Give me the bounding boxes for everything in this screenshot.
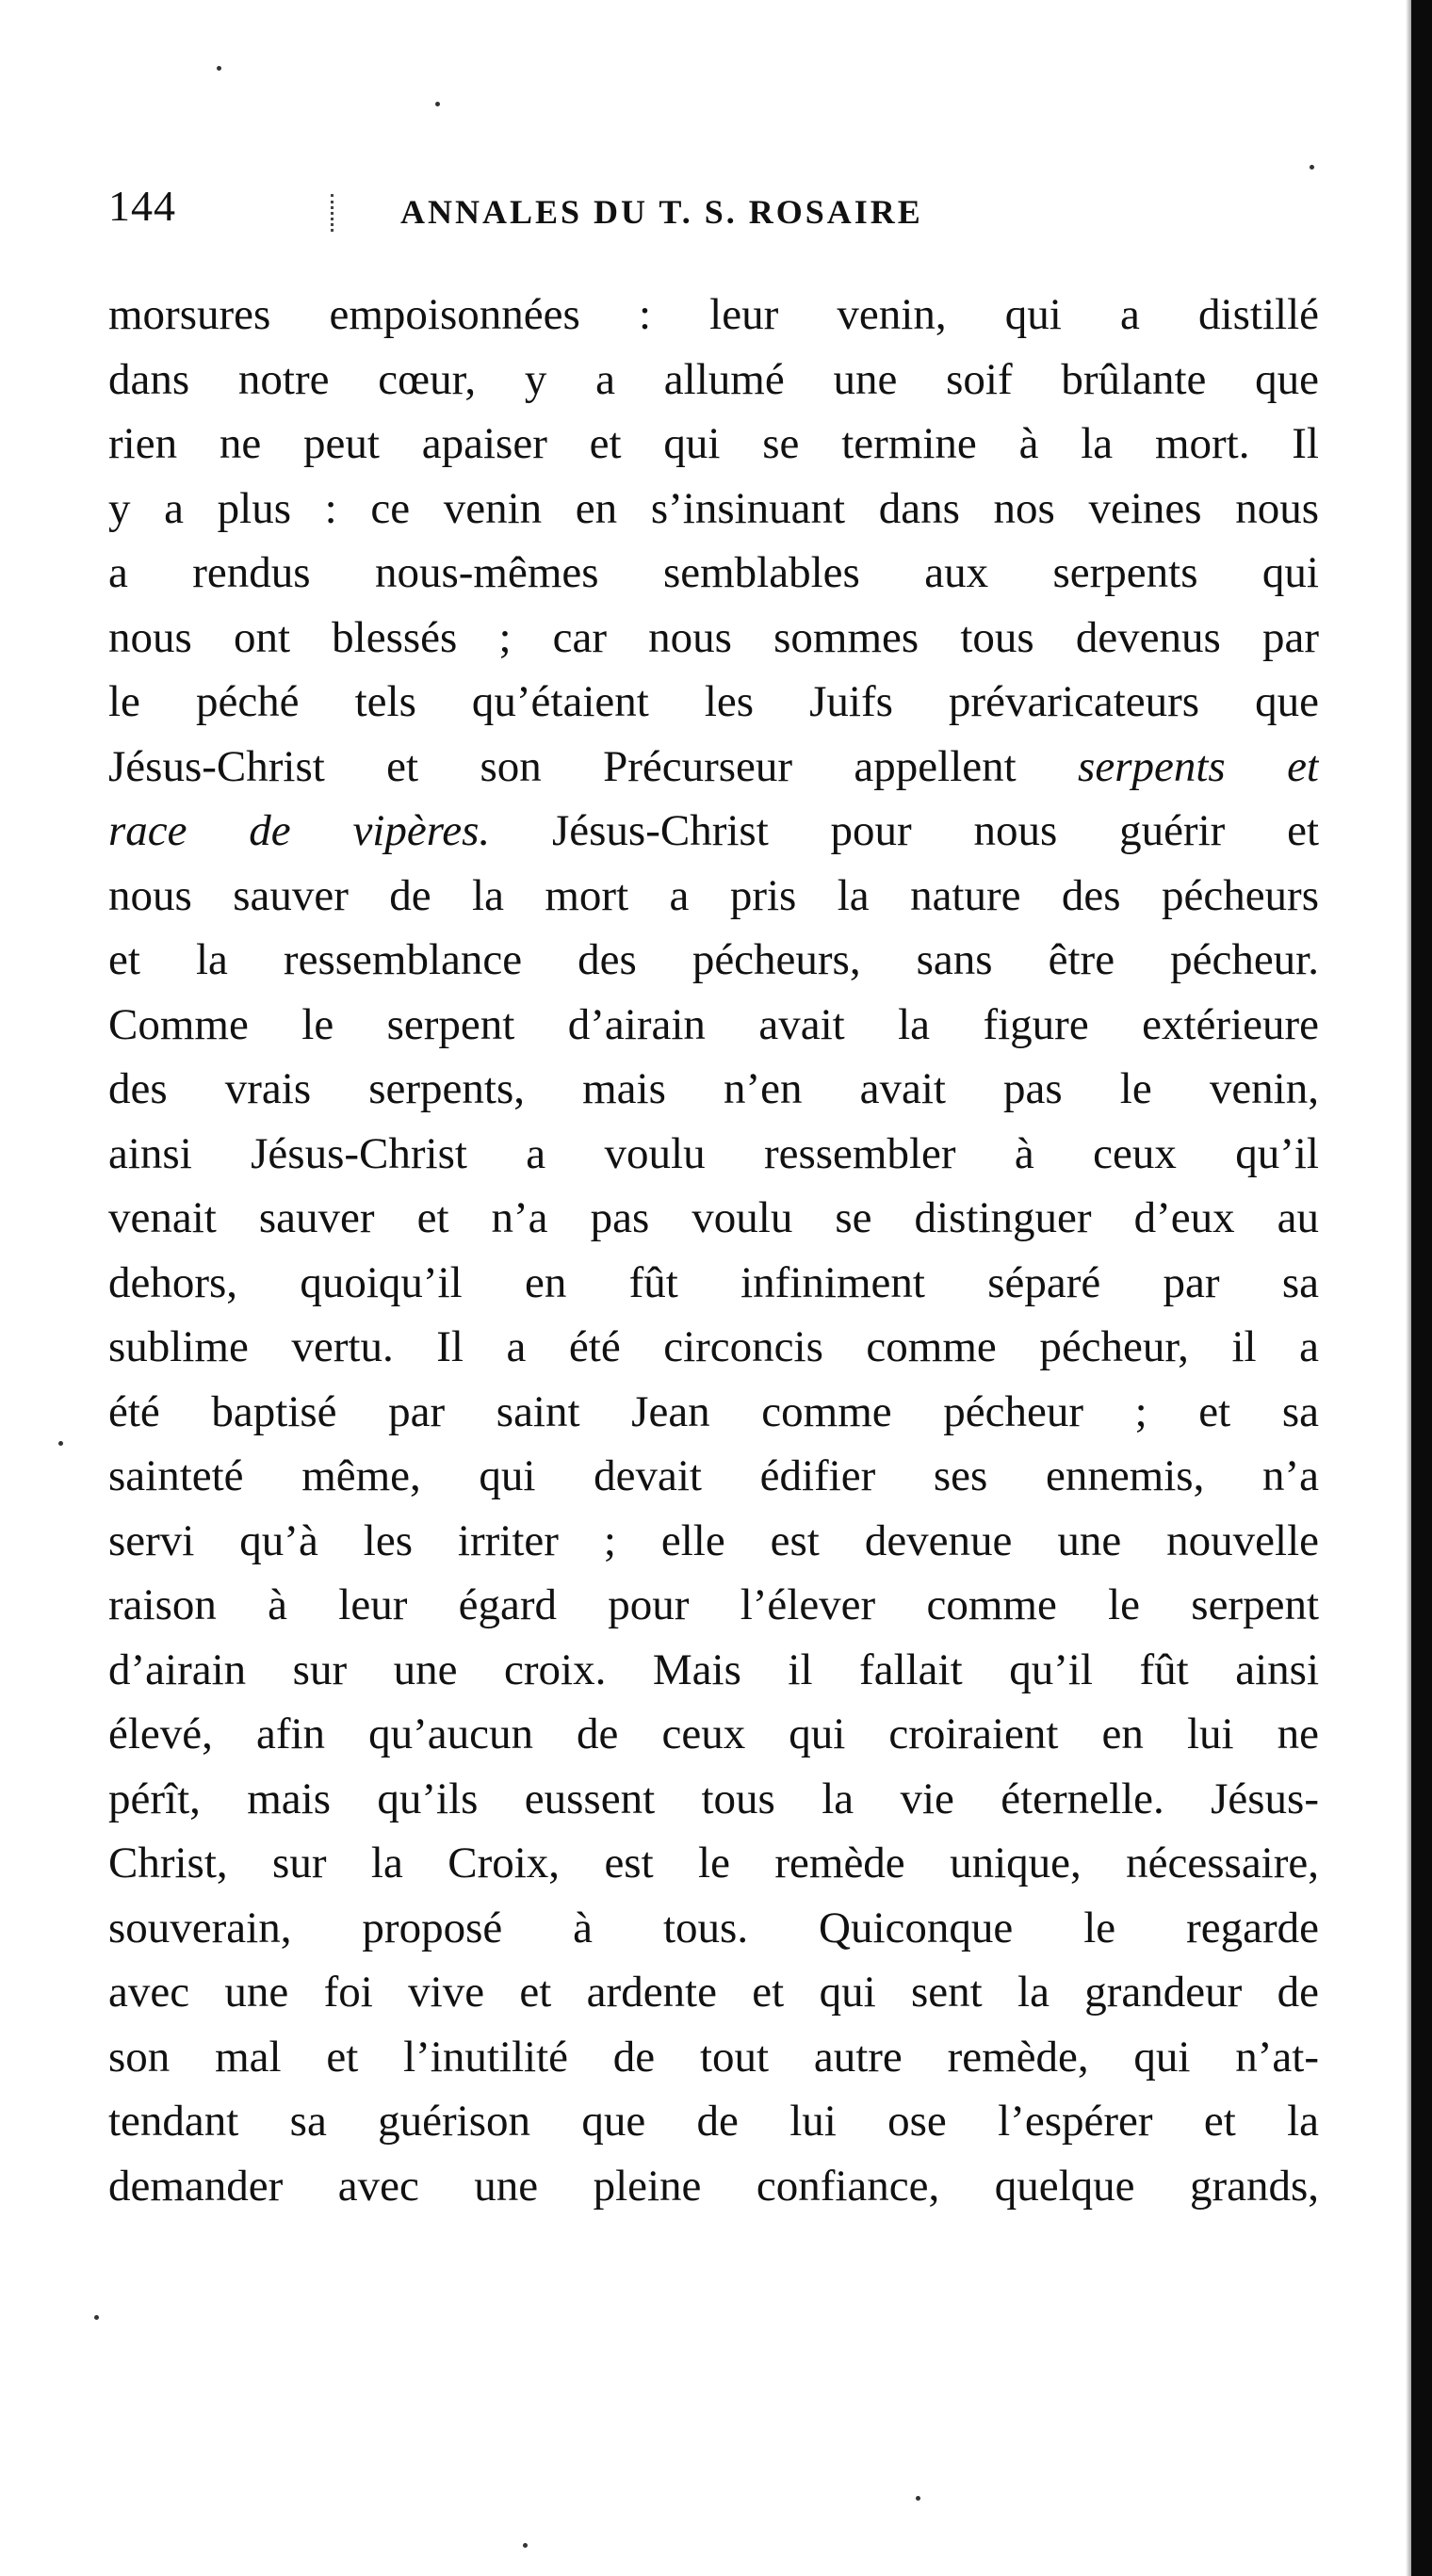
text-line: et la ressemblance des pécheurs, sans être pécheur. [108, 935, 1319, 984]
text-line: avec une foi vive et ardente et qui sent la grandeur de [108, 1968, 1319, 2017]
page-number: 144 [108, 182, 176, 230]
body-text [108, 283, 1319, 2218]
text-line: nous ont blessés ; car nous sommes tous devenus par [108, 612, 1319, 662]
text-line: Comme le serpent d’airain avait la figure extérieure [108, 999, 1319, 1049]
scan-speck [58, 1441, 63, 1446]
scan-speck [435, 102, 440, 106]
text-line: demander avec une pleine confiance, quelque grands, [108, 2161, 1319, 2211]
page-header [108, 181, 1333, 247]
text-line: ainsi Jésus-Christ a voulu ressembler à ceux qu’il [108, 1128, 1319, 1178]
text-line: raison à leur égard pour l’élever comme le serpent [108, 1580, 1319, 1629]
text-line: des vrais serpents, mais n’en avait pas le venin, [108, 1064, 1319, 1113]
text-line: sainteté même, qui devait édifier ses ennemis, n’a [108, 1451, 1319, 1500]
scan-speck [217, 66, 221, 71]
text-line: tendant sa guérison que de lui ose l’espérer et la [108, 2097, 1319, 2146]
scan-speck [94, 2315, 99, 2320]
text-line: rien ne peut apaiser et qui se termine à la mort. Il [108, 419, 1319, 468]
text-line: Jésus-Christ et son Précurseur appellent serpents et [108, 741, 1319, 791]
text-line: élevé, afin qu’aucun de ceux qui croiraient en lui ne [108, 1709, 1319, 1758]
page-edge-border [1411, 0, 1432, 2576]
text-line: morsures empoisonnées : leur venin, qui a distillé [108, 290, 1319, 339]
scan-speck [523, 2543, 528, 2548]
text-line: Christ, sur la Croix, est le remède unique, nécessaire, [108, 1839, 1319, 1887]
text-line: servi qu’à les irriter ; elle est devenue une nouvelle [108, 1515, 1319, 1565]
text-line: a rendus nous-mêmes semblables aux serpents qui [108, 548, 1319, 597]
text-line: dehors, quoiqu’il en fût infiniment séparé par sa [108, 1257, 1319, 1307]
text-line: souverain, proposé à tous. Quiconque le regarde [108, 1903, 1319, 1952]
text-line: sublime vertu. Il a été circoncis comme pécheur, il a [108, 1322, 1319, 1371]
text-line: race de vipères. Jésus-Christ pour nous guérir et [108, 806, 1319, 855]
text-line: pérît, mais qu’ils eussent tous la vie éternelle. Jésus- [108, 1774, 1319, 1823]
text-line: d’airain sur une croix. Mais il fallait qu’il fût ainsi [108, 1644, 1319, 1694]
header-separator [331, 194, 337, 232]
italic-emphasis: race de vipères. [108, 806, 491, 855]
text-line: été baptisé par saint Jean comme pécheur ; et sa [108, 1386, 1319, 1436]
text-line: son mal et l’inutilité de tout autre remède, qui n’at- [108, 2032, 1319, 2082]
text-line: venait sauver et n’a pas voulu se distinguer d’eux au [108, 1193, 1319, 1242]
text-line: y a plus : ce venin en s’insinuant dans nos veines nous [108, 483, 1319, 533]
text-line: le péché tels qu’étaient les Juifs prévaricateurs que [108, 677, 1319, 726]
text-line: nous sauver de la mort a pris la nature des pécheurs [108, 870, 1319, 920]
text-line: dans notre cœur, y a allumé une soif brûlante que [108, 354, 1319, 404]
scan-speck [916, 2496, 920, 2501]
scan-speck [1310, 165, 1314, 170]
running-head: ANNALES DU T. S. ROSAIRE [400, 193, 923, 231]
italic-emphasis: serpents et [1078, 741, 1319, 791]
